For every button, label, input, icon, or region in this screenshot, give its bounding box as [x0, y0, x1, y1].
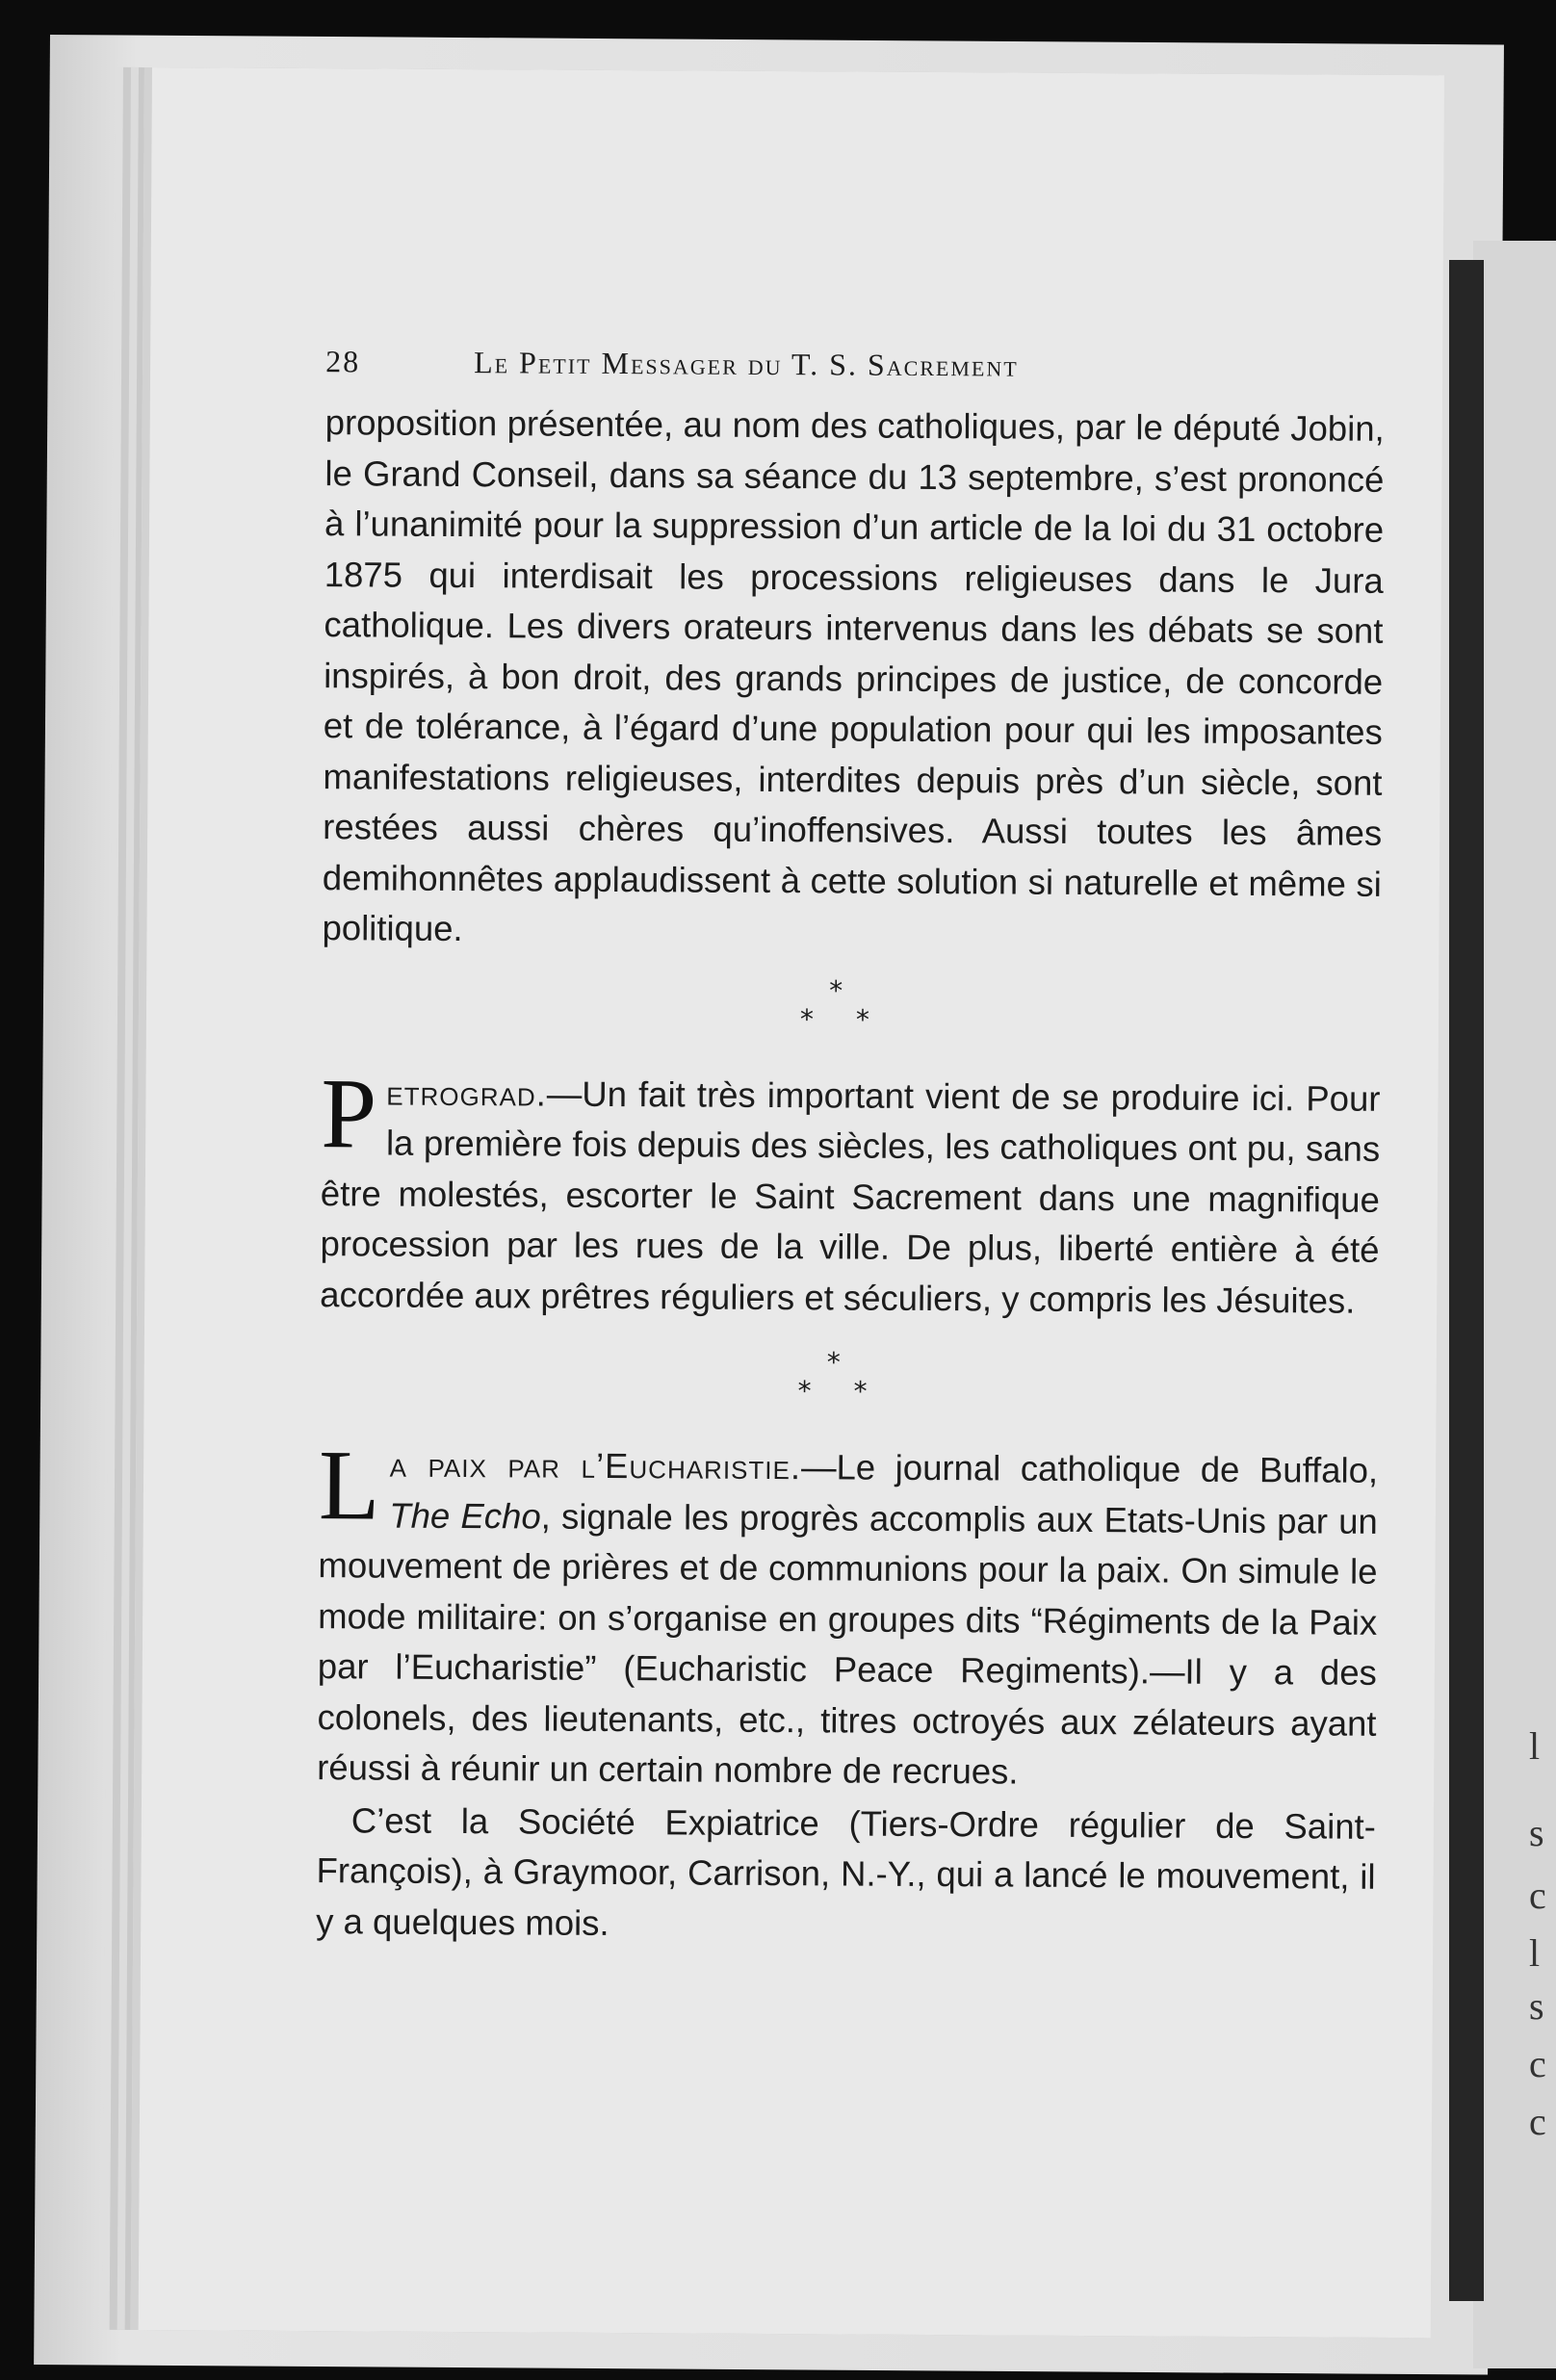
paragraph-body: , signale les progrès accomplis aux Etats-Unis par un mouvement de prières et de communions pour la paix. On simule le mode militaire: on s’organise en groupes dits “Régiments de la Paix par l’Eucharistie” (Eucharistic Peace Regiments).—Il y a des colonels, des lieutenants, etc., titres octroyés aux zélateurs ayant réussi à réunir un certain nombre de recrues. — [317, 1496, 1378, 1792]
facing-page-fragment: l — [1529, 1724, 1541, 1768]
section-divider — [322, 954, 1382, 1074]
section-divider — [319, 1320, 1379, 1446]
paragraph-paix — [317, 1430, 1379, 1799]
paragraph-4: C’est la Société Expiatrice (Tiers-Ordre régulier de Saint-François), à Graymoor, Carrison, N.-Y., qui a lancé le mouvement, il y a quelques mois. — [316, 1799, 1376, 1943]
paragraph-petrograd — [320, 1057, 1381, 1327]
running-head — [325, 338, 1385, 404]
facing-page-fragment: c — [1529, 1874, 1546, 1917]
running-title: Le Petit Messager du T. S. Sacrement — [474, 345, 1019, 383]
divider-asterisk: * — [799, 1002, 815, 1035]
page-gutter — [1449, 260, 1484, 2301]
page-number: 28 — [325, 344, 361, 379]
drop-cap: P — [321, 1057, 377, 1169]
paragraph-lead: a paix par l’Eucharistie. — [389, 1444, 802, 1488]
facing-page-fragment: c — [1529, 2042, 1546, 2085]
divider-asterisk: * — [826, 1346, 841, 1379]
paragraph-body: —Un fait très important vient de se produire ici. Pour la première fois depuis des siècles, les catholiques ont pu, sans être molestés, escorter le Saint Sacrement dans une magnifique procession par les rues de la ville. De plus, liberté entière à été accordée aux prêtres réguliers et séculiers, y compris les Jésuites. — [320, 1074, 1381, 1321]
newspaper-title: The Echo — [389, 1495, 541, 1537]
divider-asterisk: * — [829, 973, 843, 1006]
book-page — [131, 67, 1444, 2338]
drop-cap: L — [318, 1430, 380, 1541]
facing-page-fragment: l — [1529, 1931, 1541, 1975]
facing-page-fragment: s — [1529, 1811, 1544, 1854]
divider-asterisk: * — [855, 1003, 870, 1036]
paragraph-body: —Le journal catholique de Buffalo, — [800, 1447, 1379, 1490]
divider-asterisk: * — [797, 1375, 812, 1408]
facing-page-fragment: s — [1529, 1984, 1544, 2028]
divider-asterisk: * — [853, 1375, 868, 1408]
paragraph-lead: etrograd. — [386, 1073, 547, 1114]
facing-page-fragment: c — [1529, 2100, 1546, 2143]
paragraph-1: proposition présentée, au nom des catholiques, par le député Jobin, le Grand Conseil, dans sa séance du 13 septembre, s’est prononcé à l’unanimité pour la suppression d’un article de la loi du 31 octobre 1875 qui interdisait les processions religieuses dans le Jura catholique. Les divers orateurs intervenus dans les débats se sont inspirés, à bon droit, des grands principes de justice, de concorde et de tolérance, à l’égard d’une population pour qui les imposantes manifestations religieuses, interdites depuis près d’un siècle, sont restées aussi chères qu’inoffensives. Aussi toutes les âmes demihonnêtes applaudissent à cette solution si naturelle et même si politique. — [322, 402, 1385, 949]
text-block — [314, 338, 1385, 2270]
